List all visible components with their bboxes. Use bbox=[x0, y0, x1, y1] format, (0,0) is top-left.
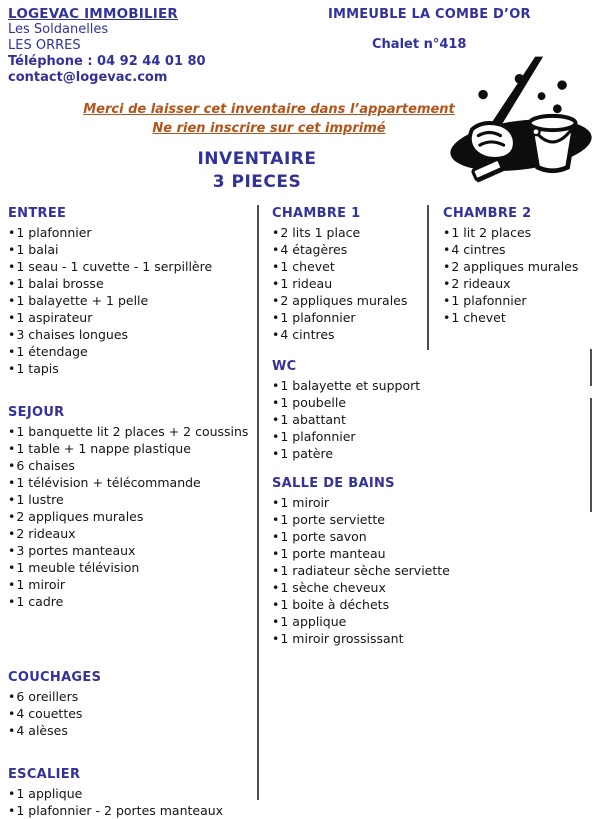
inventory-item: • 1 lit 2 places bbox=[443, 224, 598, 241]
inventory-item: • 1 étendage bbox=[8, 343, 253, 360]
inventory-item: • 1 balai bbox=[8, 241, 253, 258]
notice bbox=[0, 100, 538, 138]
section-heading: SEJOUR bbox=[8, 405, 65, 420]
inventory-item: • 1 meuble télévision bbox=[8, 559, 253, 576]
inventory-item: • 1 lustre bbox=[8, 491, 253, 508]
notice-line-2: Ne rien inscrire sur cet imprimé bbox=[152, 121, 386, 136]
section-item-list bbox=[8, 688, 253, 739]
inventory-item: • 2 lits 1 place bbox=[272, 224, 432, 241]
inventory-column-left bbox=[8, 206, 253, 819]
inventory-section bbox=[272, 476, 450, 647]
inventory-item: • 1 cadre bbox=[8, 593, 253, 610]
page-title-line-1: INVENTAIRE bbox=[197, 149, 317, 169]
inventory-item: • 2 appliques murales bbox=[8, 508, 253, 525]
building-name: IMMEUBLE LA COMBE D’OR bbox=[328, 7, 531, 22]
chalet-number: Chalet n°418 bbox=[372, 37, 467, 52]
inventory-item: • 1 applique bbox=[8, 785, 253, 802]
column-divider-main bbox=[257, 205, 259, 800]
inventory-item: • 1 plafonnier bbox=[443, 292, 598, 309]
page-edge-rule-top bbox=[590, 349, 592, 386]
inventory-section bbox=[272, 359, 432, 462]
inventory-item: • 1 poubelle bbox=[272, 394, 432, 411]
inventory-item: • 1 miroir bbox=[8, 576, 253, 593]
inventory-item: • 4 alèses bbox=[8, 722, 253, 739]
phone-number: Téléphone : 04 92 44 01 80 bbox=[8, 54, 206, 69]
inventory-item: • 1 seau - 1 cuvette - 1 serpillère bbox=[8, 258, 253, 275]
inventory-item: • 1 applique bbox=[272, 613, 432, 630]
inventory-item: • 4 cintres bbox=[272, 326, 432, 343]
inventory-section bbox=[8, 670, 253, 739]
inventory-item: • 1 boite à déchets bbox=[272, 596, 432, 613]
inventory-section bbox=[8, 405, 253, 610]
city-name: LES ORRES bbox=[8, 38, 81, 53]
inventory-item: • 1 chevet bbox=[443, 309, 598, 326]
inventory-item: • 1 télévision + télécommande bbox=[8, 474, 253, 491]
inventory-item: • 1 table + 1 nappe plastique bbox=[8, 440, 253, 457]
inventory-item: • 1 plafonnier bbox=[8, 224, 253, 241]
section-heading: ESCALIER bbox=[8, 767, 81, 782]
inventory-item: • 1 balayette + 1 pelle bbox=[8, 292, 253, 309]
inventory-section bbox=[8, 767, 253, 819]
inventory-item: • 1 plafonnier - 2 portes manteaux bbox=[8, 802, 253, 819]
inventory-item: • 3 chaises longues bbox=[8, 326, 253, 343]
inventory-item: • 2 appliques murales bbox=[443, 258, 598, 275]
inventory-item: • 1 plafonnier bbox=[272, 428, 432, 445]
inventory-section bbox=[272, 206, 432, 343]
inventory-column-right bbox=[443, 206, 598, 326]
inventory-item: • 1 plafonnier bbox=[272, 309, 432, 326]
inventory-item: • 1 sèche cheveux bbox=[272, 579, 432, 596]
section-item-list bbox=[8, 423, 253, 610]
inventory-item: • 1 aspirateur bbox=[8, 309, 253, 326]
section-item-list bbox=[272, 377, 432, 462]
inventory-item: • 1 tapis bbox=[8, 360, 253, 377]
section-item-list bbox=[272, 494, 450, 647]
email-address: contact@logevac.com bbox=[8, 70, 168, 85]
inventory-item: • 4 couettes bbox=[8, 705, 253, 722]
inventory-column-middle bbox=[272, 206, 450, 647]
page-title-line-2: 3 PIECES bbox=[212, 172, 302, 192]
section-heading: CHAMBRE 1 bbox=[272, 206, 361, 221]
section-item-list bbox=[443, 224, 598, 326]
inventory-item: • 2 rideaux bbox=[8, 525, 253, 542]
inventory-item: • 2 appliques murales bbox=[272, 292, 432, 309]
agency-header bbox=[8, 6, 206, 86]
section-heading: COUCHAGES bbox=[8, 670, 102, 685]
inventory-section bbox=[443, 206, 598, 326]
inventory-item: • 1 balayette et support bbox=[272, 377, 432, 394]
inventory-item: • 1 miroir grossissant bbox=[272, 630, 432, 647]
inventory-item: • 3 portes manteaux bbox=[8, 542, 253, 559]
inventory-item: • 6 chaises bbox=[8, 457, 253, 474]
notice-line-1: Merci de laisser cet inventaire dans l’appartement bbox=[83, 102, 455, 117]
inventory-item: • 4 cintres bbox=[443, 241, 598, 258]
inventory-item: • 2 rideaux bbox=[443, 275, 598, 292]
section-item-list bbox=[8, 785, 253, 819]
inventory-item: • 1 miroir bbox=[272, 494, 432, 511]
company-name: LOGEVAC IMMOBILIER bbox=[8, 6, 179, 22]
inventory-item: • 6 oreillers bbox=[8, 688, 253, 705]
inventory-item: • 1 porte savon bbox=[272, 528, 432, 545]
inventory-item: • 4 étagères bbox=[272, 241, 432, 258]
inventory-item: • 1 rideau bbox=[272, 275, 432, 292]
inventory-item: • 1 patère bbox=[272, 445, 432, 462]
inventory-item: • 1 chevet bbox=[272, 258, 432, 275]
inventory-item: • 1 abattant bbox=[272, 411, 432, 428]
section-heading: ENTREE bbox=[8, 206, 67, 221]
section-item-list bbox=[8, 224, 253, 377]
inventory-item: • 1 banquette lit 2 places + 2 coussins bbox=[8, 423, 253, 440]
page-title bbox=[0, 148, 514, 194]
section-heading: CHAMBRE 2 bbox=[443, 206, 532, 221]
section-item-list bbox=[272, 224, 432, 343]
section-heading: SALLE DE BAINS bbox=[272, 476, 395, 491]
page-edge-rule-bottom bbox=[590, 398, 592, 512]
inventory-section bbox=[8, 206, 253, 377]
inventory-item: • 1 radiateur sèche serviette bbox=[272, 562, 432, 579]
inventory-item: • 1 balai brosse bbox=[8, 275, 253, 292]
section-heading: WC bbox=[272, 359, 297, 374]
inventory-item: • 1 porte serviette bbox=[272, 511, 432, 528]
column-divider-right bbox=[427, 205, 429, 350]
inventory-item: • 1 porte manteau bbox=[272, 545, 432, 562]
residence-name: Les Soldanelles bbox=[8, 22, 109, 37]
